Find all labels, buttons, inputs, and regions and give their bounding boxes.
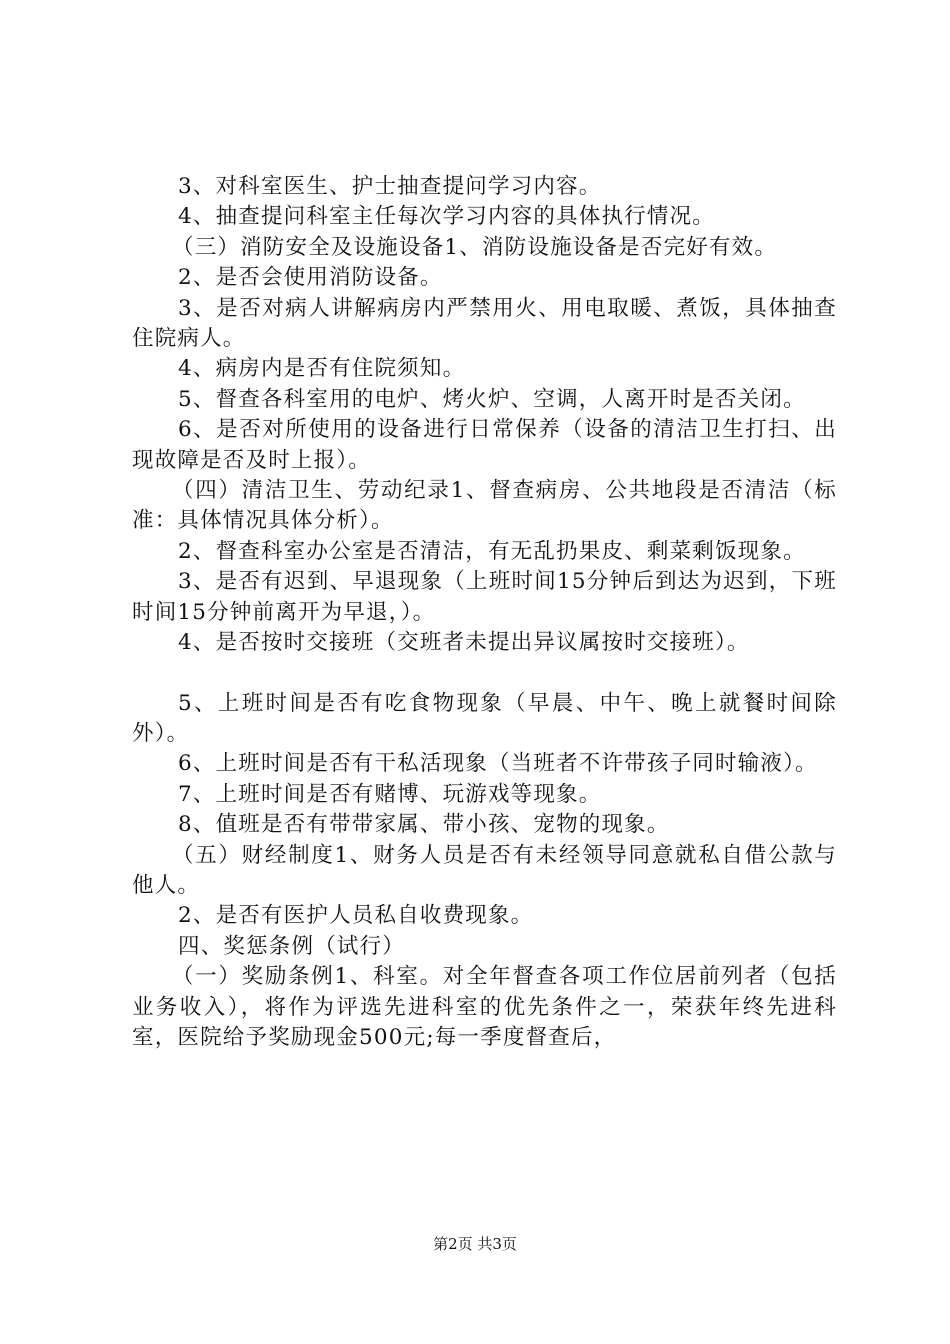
paragraph: 3、对科室医生、护士抽查提问学习内容。 bbox=[178, 174, 602, 199]
paragraph: 3、是否有迟到、早退现象（上班时间15分钟后到达为迟到，下班时间15分钟前离开为早退，）。 bbox=[132, 569, 837, 625]
page-total: 共3页 bbox=[477, 1235, 517, 1253]
paragraph: 2、是否有医护人员私自收费现象。 bbox=[178, 903, 534, 929]
paragraph: 7、上班时间是否有赌博、玩游戏等现象。 bbox=[178, 781, 602, 807]
paragraph: 4、病房内是否有住院须知。 bbox=[178, 356, 466, 382]
section-heading-rewards: 四、奖惩条例（试行） bbox=[178, 933, 406, 959]
document-body bbox=[132, 172, 837, 1053]
section-heading-hygiene: （四）清洁卫生、劳动纪录1、督查病房、公共地段是否清洁（标准：具体情况具体分析）。 bbox=[132, 478, 837, 534]
paragraph: 3、是否对病人讲解病房内严禁用火、用电取暖、煮饭，具体抽查住院病人。 bbox=[132, 295, 837, 352]
paragraph: 5、上班时间是否有吃食物现象（早晨、中午、晚上就餐时间除外）。 bbox=[132, 690, 837, 746]
page-footer bbox=[0, 1233, 950, 1254]
paragraph: 6、上班时间是否有干私活现象（当班者不许带孩子同时输液）。 bbox=[178, 751, 818, 777]
blank-line bbox=[132, 659, 837, 689]
section-heading-fire-safety: （三）消防安全及设施设备1、消防设施设备是否完好有效。 bbox=[172, 234, 778, 260]
paragraph: 8、值班是否有带带家属、带小孩、宠物的现象。 bbox=[178, 812, 670, 838]
paragraph: 4、是否按时交接班（交班者未提出异议属按时交接班）。 bbox=[178, 630, 750, 656]
paragraph: 2、督查科室办公室是否清洁，有无乱扔果皮、剩菜剩饭现象。 bbox=[178, 538, 806, 564]
paragraph: 2、是否会使用消防设备。 bbox=[178, 265, 443, 291]
page-number: 第2页 bbox=[433, 1235, 473, 1253]
paragraph: 6、是否对所使用的设备进行日常保养（设备的清洁卫生打扫、出现故障是否及时上报）。 bbox=[132, 417, 837, 473]
paragraph: 5、督查各科室用的电炉、烤火炉、空调，人离开时是否关闭。 bbox=[178, 386, 806, 412]
paragraph: （一）奖励条例1、科室。对全年督查各项工作位居前列者（包括业务收入），将作为评选先进科室的优先条件之一，荣获年终先进科室，医院给予奖励现金500元;每一季度督查后， bbox=[132, 964, 837, 1050]
section-heading-finance: （五）财经制度1、财务人员是否有未经领导同意就私自借公款与他人。 bbox=[132, 842, 837, 898]
paragraph: 4、抽查提问科室主任每次学习内容的具体执行情况。 bbox=[178, 204, 715, 230]
